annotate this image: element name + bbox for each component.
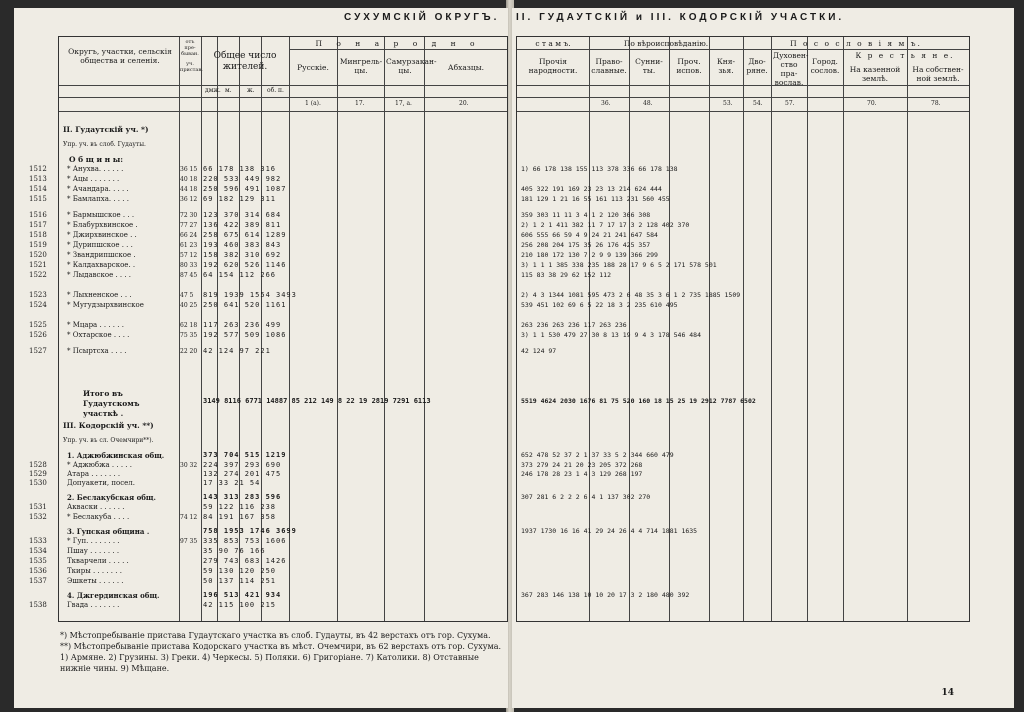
section-kodor: III. Кодорскій уч. **) [63, 421, 154, 430]
sub-header-ob: об. п. [267, 87, 284, 94]
peasants-state-header: На казенной землѣ. [849, 65, 901, 83]
stam-header: с т а м ъ. [535, 39, 571, 48]
row-number: 1520 [29, 251, 47, 259]
distance-value: 57 12 [180, 252, 198, 259]
right-row-values: 2) 1 2 1 411 382 11 7 17 17 3 2 128 402 370 [521, 221, 690, 229]
settlement-name: * Лыдавское . . . . [67, 271, 132, 279]
total-gudauta-label: Итого въ Гудаутскомъ участкѣ . [83, 389, 140, 418]
footnote-2: **) Мѣстопребываніе пристава Кодорскаго участка въ мѣст. Очемчири, въ 62 верстахъ отъ гор. Сухума. [60, 642, 501, 651]
princes-header: Кня-зья. [716, 57, 736, 75]
total-gudauta-values: 3149 8116 6771 14887 85 212 149 8 22 19 2819 7291 6113 [203, 397, 431, 405]
population-values: 250 596 491 1087 [203, 185, 287, 193]
footnote-3: 1) Армяне. 2) Грузины. 3) Греки. 4) Черкесы. 5) Поляки. 6) Григоріане. 7) Католики. 8) Отставные нижніе чины. 9) Мѣщане. [60, 653, 479, 673]
population-values: 42 124 97 221 [203, 347, 271, 355]
by-nationality-header: П о н а р о д н о [315, 39, 481, 48]
communities-label: О б щ и н ы: [69, 155, 124, 164]
footnote-1: *) Мѣстопребываніе пристава Гудаутскаго участка въ слоб. Гудауты, въ 42 верстахъ отъ гор. Сухума. [60, 631, 491, 640]
settlement-name: * Анухва. . . . . . [67, 165, 124, 173]
row-number: 1526 [29, 331, 47, 339]
settlement-name: * Бамлапха. . . . . [67, 195, 129, 203]
russians-header: Русскіе. [297, 63, 329, 72]
distance-value: 22 20 [180, 348, 198, 355]
row-number: 1523 [29, 291, 47, 299]
distance-value: 62 18 [180, 322, 198, 329]
row-number: 1519 [29, 241, 47, 249]
mingrelians-header: Мингрель-цы. [339, 57, 383, 75]
distance-value: 36 15 [180, 166, 198, 173]
distance-value: 36 12 [180, 196, 198, 203]
row-number: 1537 [29, 577, 47, 585]
population-values: 50 137 114 251 [203, 577, 277, 585]
settlement-name: Пшау . . . . . . . [67, 547, 120, 555]
population-values: 84 191 167 358 [203, 513, 277, 521]
right-row-values: 181 129 1 21 16 55 161 113 231 560 455 [521, 195, 670, 203]
population-values: 143 313 283 596 [203, 493, 282, 501]
clergy-header: Духовен-ство пра-вослав. [773, 51, 809, 87]
right-row-values: 5519 4624 2030 1676 81 75 520 160 18 15 25 19 2912 7787 6502 [521, 397, 756, 405]
left-page-header: СУХУМСКІЙ ОКРУГЪ. [344, 12, 500, 23]
settlement-name: * Мцара . . . . . . [67, 321, 124, 329]
population-values: 42 115 100 215 [203, 601, 277, 609]
peasants-own-header: На собствен-ной землѣ. [912, 65, 964, 83]
population-values: 224 397 293 690 [203, 461, 282, 469]
settlement-name: * Мугудзырхвинское [67, 301, 144, 309]
r-footref-7: 78. [931, 100, 941, 107]
population-values: 132 274 201 475 [203, 470, 282, 478]
row-number: 1521 [29, 261, 47, 269]
settlement-name: Допуакети, посел. [67, 479, 135, 487]
settlement-name: Ткварчели . . . . . [67, 557, 129, 565]
population-values: 117 263 236 499 [203, 321, 282, 329]
row-number: 1516 [29, 211, 47, 219]
distance-value: 66 24 [180, 232, 198, 239]
sub-header-m: м. [225, 87, 232, 94]
row-number: 1534 [29, 547, 47, 555]
settlement-name: * Охтарское . . . . [67, 331, 130, 339]
settlement-name: * Джирхвинское . . [67, 231, 137, 239]
distance-value: 74 12 [180, 514, 198, 521]
row-number: 1517 [29, 221, 47, 229]
distance-value: 30 32 [180, 462, 198, 469]
distance-value: 40 25 [180, 302, 198, 309]
population-values: 279 743 683 1426 [203, 557, 287, 565]
right-row-values: 367 283 146 138 10 10 20 17 3 2 180 480 392 [521, 591, 690, 599]
estates-header: П о с о с л о в і я м ъ. [790, 39, 922, 48]
confession-header: По вѣроисповѣданію. [623, 39, 709, 48]
row-number: 1538 [29, 601, 47, 609]
population-values: 192 620 526 1146 [203, 261, 287, 269]
right-row-values: 3) 1 1 1 385 338 235 188 28 17 9 6 5 2 171 578 501 [521, 261, 717, 269]
settlement-name: * Гуп. . . . . . . . [67, 537, 120, 545]
population-values: 64 154 112 266 [203, 271, 277, 279]
distance-value: 44 18 [180, 186, 198, 193]
sub-header-dvor: дмж. [205, 87, 221, 94]
others-header: Прочія народности. [528, 57, 578, 75]
row-number: 1530 [29, 479, 47, 487]
row-number: 1524 [29, 301, 47, 309]
distance-value: 97 35 [180, 538, 198, 545]
other-religion-header: Проч. испов. [676, 57, 702, 75]
right-row-values: 405 322 191 169 23 23 13 214 624 444 [521, 185, 662, 193]
right-row-values: 115 83 38 29 62 152 112 [521, 271, 612, 279]
right-page-header: II. ГУДАУТСКІЙ и III. КОДОРСКІЙ УЧАСТКИ. [516, 12, 845, 23]
settlement-name: 2. Беслакубская общ. [67, 493, 156, 502]
population-values: 758 1953 1746 3699 [203, 527, 297, 535]
settlement-name: Эшкеты . . . . . . [67, 577, 124, 585]
settlement-name: * Ачандара. . . . . [67, 185, 129, 193]
nobles-header: Дво-ряне. [746, 57, 768, 75]
distance-value: 87 45 [180, 272, 198, 279]
population-values: 335 853 753 1606 [203, 537, 287, 545]
settlement-name: * Звандрипшское . [67, 251, 136, 259]
footref-2: 17. [355, 100, 365, 107]
settlement-name: * Ацы . . . . . . . [67, 175, 120, 183]
peasants-header: К р е с т ь я н е. [855, 51, 955, 60]
right-row-values: 1) 66 178 138 155 113 378 336 66 178 138 [521, 165, 678, 173]
distance-value: 61 23 [180, 242, 198, 249]
r-footref-4: 54. [753, 100, 763, 107]
footnotes [60, 630, 508, 674]
distance-value: 40 18 [180, 176, 198, 183]
settlement-name: Ткиры . . . . . . . [67, 567, 122, 575]
footref-3: 17, а. [395, 100, 412, 107]
r-footref-5: 57. [785, 100, 795, 107]
row-number: 1522 [29, 271, 47, 279]
population-values: 193 460 383 843 [203, 241, 282, 249]
row-number: 1531 [29, 503, 47, 511]
row-number: 1512 [29, 165, 47, 173]
settlement-name: * Дурипшское . . . [67, 241, 133, 249]
population-values: 158 382 310 692 [203, 251, 282, 259]
distance-value: 80 33 [180, 262, 198, 269]
settlement-name: * Бармышское . . . [67, 211, 135, 219]
r-footref-1: 36. [601, 100, 611, 107]
settlement-name: Атара . . . . . . . [67, 470, 121, 478]
row-number: 1514 [29, 185, 47, 193]
population-values: 250 641 520 1161 [203, 301, 287, 309]
orthodox-header: Право-славные. [591, 57, 627, 75]
population-values: 136 422 389 811 [203, 221, 282, 229]
row-number: 1533 [29, 537, 47, 545]
population-values: 196 513 421 934 [203, 591, 282, 599]
right-row-values: 42 124 97 [521, 347, 557, 355]
row-number: 1513 [29, 175, 47, 183]
population-values: 35 90 76 166 [203, 547, 266, 555]
right-row-values: 359 303 11 11 3 4 1 2 120 366 308 [521, 211, 651, 219]
population-values: 220 533 449 982 [203, 175, 282, 183]
population-values: 59 122 116 238 [203, 503, 277, 511]
right-row-values: 256 208 204 175 35 26 176 425 357 [521, 241, 651, 249]
total-pop-header: Общее число жителей. [213, 51, 277, 72]
population-values: 258 675 614 1289 [203, 231, 287, 239]
urban-header: Город. сослов. [810, 57, 840, 75]
right-row-values: 2) 4 3 1344 1081 595 473 2 6 48 35 3 6 1 2 735 1885 1509 [521, 291, 741, 299]
right-row-values: 1937 1730 16 16 41 29 24 26 4 4 714 1881 1635 [521, 527, 698, 535]
population-values: 123 370 314 684 [203, 211, 282, 219]
settlement-name: Гвада . . . . . . . [67, 601, 120, 609]
right-table [516, 36, 970, 622]
row-number: 1525 [29, 321, 47, 329]
row-number: 1518 [29, 231, 47, 239]
samurzakan-header: Самурзакан-цы. [386, 57, 437, 75]
right-row-values: 307 281 6 2 2 2 6 4 1 137 302 270 [521, 493, 651, 501]
r-footref-3: 53. [723, 100, 733, 107]
distance-value: 77 27 [180, 222, 198, 229]
kodor-note: Упр. уч. въ сл. Очемчири**). [63, 437, 154, 444]
settlement-name: * Калдахварское. . [67, 261, 136, 269]
population-values: 373 704 515 1219 [203, 451, 287, 459]
row-number: 1532 [29, 513, 47, 521]
settlement-name: 4. Джгердинская общ. [67, 591, 160, 600]
right-row-values: 652 478 52 37 2 1 37 33 5 2 344 660 479 [521, 451, 674, 459]
right-row-values: 606 555 66 59 4 9 24 21 241 647 584 [521, 231, 658, 239]
page-number: 14 [941, 688, 954, 698]
left-page [14, 8, 508, 708]
gudauta-note: Упр. уч. въ слоб. Гудауты. [63, 141, 146, 148]
settlement-name: Акваски . . . . . . [67, 503, 125, 511]
population-values: 69 182 129 311 [203, 195, 277, 203]
population-values: 819 1939 1554 3493 [203, 291, 297, 299]
right-row-values: 3) 1 1 530 479 27 30 8 13 19 9 4 3 178 546 484 [521, 331, 702, 339]
right-row-values: 539 451 102 69 6 5 22 18 3 2 235 610 495 [521, 301, 678, 309]
row-number: 1528 [29, 461, 47, 469]
r-footref-2: 48. [643, 100, 653, 107]
left-table [29, 36, 508, 622]
distance-value: 75 35 [180, 332, 198, 339]
population-values: 17 33 21 54 [203, 479, 261, 487]
population-values: 66 178 138 316 [203, 165, 277, 173]
row-number: 1527 [29, 347, 47, 355]
distance-col-header: отъ пре-быван. [181, 39, 199, 57]
row-number: 1529 [29, 470, 47, 478]
abkhaz-header: Абхазцы. [447, 63, 485, 72]
sub-header-zh: ж. [247, 87, 255, 94]
footref-4: 20. [459, 100, 469, 107]
population-values: 59 130 120 250 [203, 567, 277, 575]
right-row-values: 246 178 28 23 1 4 3 129 268 197 [521, 470, 643, 478]
distance-value: 72 30 [180, 212, 198, 219]
settlement-name: 1. Аджюбжинская общ. [67, 451, 165, 460]
distance-col-subheader: уч. пристав. [180, 61, 203, 73]
right-row-values: 210 180 172 130 7 2 9 9 139 366 299 [521, 251, 658, 259]
right-row-values: 263 236 263 236 117 263 236 [521, 321, 627, 329]
settlement-name: 3. Гупская община . [67, 527, 150, 536]
settlement-name: * Лыхненское . . . [67, 291, 132, 299]
r-footref-6: 70. [867, 100, 877, 107]
settlement-name: * Беслакуба . . . . [67, 513, 130, 521]
section-gudauta: II. Гудаутскій уч. *) [63, 125, 149, 134]
district-col-header: Округъ, участки, сельскія общества и селенія. [68, 47, 172, 65]
settlement-name: * Аджюбжа . . . . . [67, 461, 132, 469]
row-number: 1536 [29, 567, 47, 575]
settlement-name: * Псыртсха . . . . [67, 347, 127, 355]
population-values: 192 577 509 1086 [203, 331, 287, 339]
row-number: 1535 [29, 557, 47, 565]
right-row-values: 373 279 24 21 20 23 205 372 268 [521, 461, 643, 469]
row-number: 1515 [29, 195, 47, 203]
footref-1: 1 (а). [305, 100, 321, 107]
right-page [512, 8, 1014, 708]
sunni-header: Сунни-ты. [635, 57, 663, 75]
settlement-name: * Блабурхвинское . [67, 221, 138, 229]
distance-value: 47 5 [180, 292, 194, 299]
